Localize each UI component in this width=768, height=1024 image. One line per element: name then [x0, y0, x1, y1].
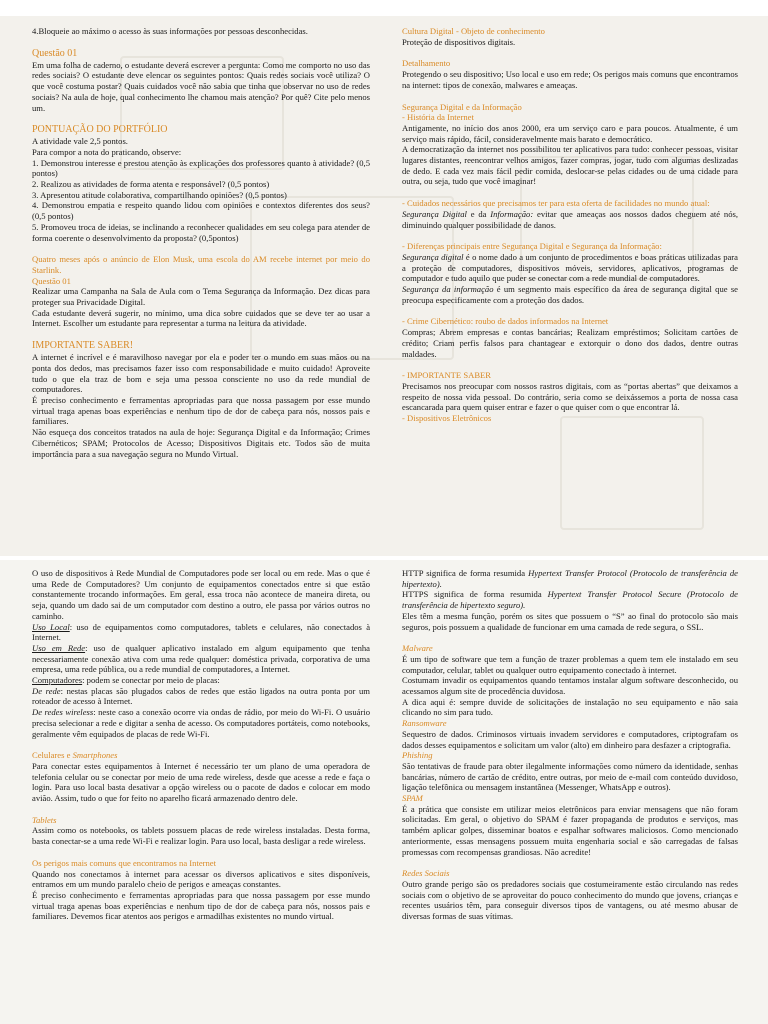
tablets-heading: Tablets: [32, 814, 57, 825]
crime-heading: - Crime Cibernético: roubo de dados informados na Internet: [402, 316, 609, 327]
importante-saber-text: Precisamos nos preocupar com nossos rastros digitais, com as “portas abertas” que deixamos a respeito de nossa vida pessoal. Do contrário, seria como se deixássemos a porta de nossa casa escancarada para quem quiser entrar e fazer o que quiser com o que encontrar lá.: [402, 380, 738, 413]
redes-sociais-heading: Redes Sociais: [402, 868, 450, 879]
importante-saber-heading: - IMPORTANTE SABER: [402, 370, 492, 381]
top-page: [0, 16, 768, 556]
https-explanation: Eles têm a mesma função, porém os sites que possuem o “S” ao final do protocolo são mais seguros, pois possuem a qualidade de funcionar em uma camada de rede segura, o SSL.: [402, 610, 738, 632]
pontuacao-line: 1. Demonstrou interesse e prestou atenção às explicações dos professores quanto à atividade? (0,5 pontos): [32, 157, 370, 179]
malware-paragraph: A dica aqui é: sempre duvide de solicitações de instalação no seu equipamento e não saia clicando no sim para tudo.: [402, 696, 738, 718]
rede-paragraph: O uso de dispositivos à Rede Mundial de Computadores pode ser local ou em rede. Mas o que é uma Rede de Computadores? Um conjunto de equipamentos conectados entre si que estão constantemente trocando informações. Em geral, essa troca não acontece de maneira direta, ou seja, quando um dado sai de um computador com destino a outro, ele passa por vários outros no caminho.: [32, 568, 370, 621]
celulares-heading: Celulares e Smartphones: [32, 750, 118, 761]
malware-paragraph: Costumam invadir os equipamentos quando tentamos instalar algum software desconhecido, ou acessamos algum site de procedência duvidosa.: [402, 675, 738, 697]
computadores-text: Computadores: podem se conectar por meio de placas:: [32, 675, 220, 686]
phishing-text: São tentativas de fraude para obter ilegalmente informações como número da identidade, senhas bancárias, número de cartão de crédito, entre outras, por meio de e-mail com conteúdo duvidoso, ligação telefônica ou mensagem instantânea (Messenger, WhatsApp e outros).: [402, 760, 738, 793]
top-right-column: [402, 26, 738, 424]
pontuacao-line: A atividade vale 2,5 pontos.: [32, 136, 128, 147]
pontuacao-line: 4. Demonstrou empatia e respeito quando lidou com opiniões e contextos diferentes dos seus? (0,5 pontos): [32, 200, 370, 222]
uso-rede-text: Uso em Rede: uso de qualquer aplicativo instalado em algum equipamento que tenha necessariamente conexão ativa com uma rede qualquer: doméstica privada, corporativa de uma empresa, uma rede pública, ou a rede mundial de computadores, a Internet.: [32, 642, 370, 675]
https-text: HTTPS significa de forma resumida Hypertext Transfer Protocol Secure (Protocolo de transferência de hipertexto seguro).: [402, 589, 738, 611]
http-text: HTTP significa de forma resumida Hypertext Transfer Protocol (Protocolo de transferência de hipertexto).: [402, 568, 738, 589]
bottom-right-column: [402, 568, 738, 922]
questao-01-heading: Questão 01: [32, 47, 78, 59]
bloqueie-tip: 4.Bloqueie ao máximo o acesso às suas informações por pessoas desconhecidas.: [32, 26, 308, 36]
ransomware-text: Sequestro de dados. Criminosos virtuais invadem servidores e computadores, criptografam os dados desses equipamentos e solicitam um valor (alto) em dinheiro para desfazer a criptografia.: [402, 728, 738, 750]
detalhamento-heading: Detalhamento: [402, 58, 451, 69]
historia-heading: - História da Internet: [402, 112, 474, 123]
perigos-heading: Os perigos mais comuns que encontramos na Internet: [32, 857, 217, 868]
importante-paragraph: A internet é incrível e é maravilhoso navegar por ela e poder ter o mundo em suas mãos ou na ponta dos dedos, mas precisamos fazer isso com responsabilidade e muito cuidado! Aproveite tudo o que ela traz de bom e seja uma pessoa consciente no uso da rede mundial de computadores.: [32, 352, 370, 395]
bottom-page: [0, 560, 768, 1024]
historia-paragraph: Antigamente, no início dos anos 2000, era um serviço caro e para poucos. Atualmente, é um serviço mais rápido, fácil, consideravelmente mais barato e democrático.: [402, 122, 738, 144]
seguranca-heading: Segurança Digital e da Informação: [402, 101, 522, 112]
wireless-text: De redes wireless: neste caso a conexão ocorre via ondas de rádio, por meio do Wi-Fi. O usuário precisa selecionar a rede e digitar a senha de acesso. Os computadores portáteis, como notebooks, geralmente vêm equipados de placas de rede Wi-Fi.: [32, 707, 371, 739]
importante-paragraph: É preciso conhecimento e ferramentas apropriadas para que nossa passagem por esse mundo virtual traga apenas boas experiências e nenhum tipo de dor de cabeça para nós, nossos pais e familiares.: [32, 394, 370, 427]
pontuacao-line: 5. Promoveu troca de ideias, se inclinando a reconhecer qualidades em seu colega para atender de forma coerente o desenvolvimento da proposta? (0,5pontos): [32, 221, 370, 243]
pontuacao-line: 3. Apresentou atitude colaborativa, compartilhando opiniões? (0,5 pontos): [32, 189, 287, 200]
watermark-frame: [560, 416, 704, 530]
redes-sociais-text: Outro grande perigo são os predadores sociais que costumeiramente estão circulando nas redes sociais com o objetivo de se aproveitar do pouco conhecimento do mundo que jovens, crianças e recentes usuários têm, para conseguir diversos tipos de vantagens, ou até mesmo abusar de diversas formas de suas vítimas.: [402, 878, 738, 922]
celulares-text: Para conectar estes equipamentos à Internet é necessário ter um plano de uma operadora de telefonia celular ou se conectar por meio de uma rede wireless, desde que acesse a rede e faça o login. Para uso local basta desativar a opção wireless ou o pacote de dados e colocar em modo avião. Assim, tudo o que for feito no aparelho ficará armazenado dentro dele.: [32, 760, 370, 804]
uso-local-text: Uso Local: uso de equipamentos como computadores, tablets e celulares, não conectados à Internet.: [32, 621, 371, 643]
perigos-paragraph: Quando nos conectamos à internet para acessar os diversos aplicativos e sites disponíveis, entramos em um mundo paralelo cheio de perigos e ameaças constantes.: [32, 868, 370, 890]
spam-text: É a prática que consiste em utilizar meios eletrônicos para enviar mensagens que não foram solicitadas. Em geral, o objetivo do SPAM é fazer propaganda de produtos e serviços, mas também aplicar golpes, disseminar boatos e espalhar softwares maliciosos. Como mencionado anteriormente, essas mensagens possuem muita engenharia social e são carregadas de falsas promessas com recompensas grandiosas. Não acredite!: [402, 803, 738, 857]
importante-heading: IMPORTANTE SABER!: [32, 340, 134, 352]
spam-heading: SPAM: [402, 793, 423, 804]
questao-01b-heading: Questão 01: [32, 275, 71, 286]
cultura-digital-heading: Cultura Digital - Objeto de conhecimento: [402, 26, 545, 36]
top-left-column: [32, 26, 370, 459]
perigos-paragraph: É preciso conhecimento e ferramentas apropriadas para que nossa passagem por esse mundo virtual traga apenas boas experiências e nenhum tipo de dor de cabeça para nós, nossos pais e familiares. Devemos ficar atentos aos perigos e armadilhas existentes no mundo virtual.: [32, 889, 370, 922]
crime-text: Compras; Abrem empresas e contas bancárias; Realizam empréstimos; Solicitam cartões de crédito; Criam perfis falsos para chantagear e extorquir o dono dos dados, dentre outras maldades.: [402, 327, 738, 359]
phishing-heading: Phishing: [402, 750, 433, 761]
pontuacao-line: 2. Realizou as atividades de forma atenta e responsável? (0,5 pontos): [32, 179, 270, 190]
tablets-text: Assim como os notebooks, os tablets possuem placas de rede wireless instaladas. Desta forma, basta conectar-se a uma rede Wi-Fi e realizar login. Para uso local, basta desligar a rede wireless.: [32, 825, 370, 847]
historia-paragraph: A democratização da internet nos possibilitou ter aplicativos para tudo: conhecer pessoas, visitar lugares distantes, reencontrar velhos amigos, fazer compras, jogar, tudo com algumas deslizadas de dedo. E cada vez mais fácil pedir comida, deslocar-se pelas cidades ou de uma cidade para outra, ou seja, tudo que você imaginar!: [402, 144, 738, 187]
diferencas-text: Segurança digital é o nome dado a um conjunto de procedimentos e boas práticas utilizadas para a proteção de computadores, dispositivos móveis, servidores, aplicativos, programas de computador e tudo aquilo que puder se conectar com a rede mundial de computadores.: [402, 251, 738, 284]
ransomware-heading: Ransomware: [402, 718, 447, 729]
malware-heading: Malware: [402, 643, 433, 654]
malware-paragraph: É um tipo de software que tem a função de trazer problemas a quem tem ele instalado em seu computador, celular, tablet ou qualquer outro equipamento conectado à internet.: [402, 653, 738, 675]
detalhamento-text: Protegendo o seu dispositivo; Uso local e uso em rede; Os perigos mais comuns que encontramos na internet: tipos de conexão, malwares e ameaças.: [402, 69, 738, 90]
cuidados-text: Segurança Digital e da Informação: evitar que ameaças aos nossos dados cheguem até nós, diminuindo qualquer possibilidade de danos.: [402, 208, 738, 230]
diferencas-text: Segurança da informação é um segmento mais específico da área de segurança digital que se preocupa especificamente com a proteção dos dados.: [402, 284, 739, 305]
questao-01b-text: Cada estudante deverá sugerir, no mínimo, uma dica sobre cuidados que se deve ter ao usar a Internet. Escolher um estudante para representar a turma na leitura da atividade.: [32, 307, 370, 329]
protecao-text: Proteção de dispositivos digitais.: [402, 36, 516, 47]
questao-01-text: Em uma folha de caderno, o estudante deverá escrever a pergunta: Como me comporto no uso das redes sociais? O estudante deve elencar os seguintes pontos: Quais redes sociais você utiliza? O que você costuma postar? Quais cuidados você não sabia que tinha que observar no uso de redes sociais? Na aula de hoje, qual conhecimento lhe chamou mais atenção? Por quê? Cite pelo menos um.: [32, 59, 370, 113]
de-rede-text: De rede: nestas placas são plugados cabos de redes que estão ligados na outra ponta por um roteador de acesso à Internet.: [32, 685, 370, 707]
cuidados-heading: - Cuidados necessários que precisamos ter para esta oferta de facilidades no mundo atual:: [402, 198, 710, 209]
pontuacao-line: Para compor a nota do praticando, observe:: [32, 146, 182, 157]
dispositivos-heading: - Dispositivos Eletrônicos: [402, 413, 492, 424]
importante-paragraph: Não esqueça dos conceitos tratados na aula de hoje: Segurança Digital e da Informação; Crimes Cibernéticos; SPAM; Protocolos de Acesso; Dispositivos Digitais etc. Todos são de muita importância para a sua navegação segura no Mundo Virtual.: [32, 427, 370, 459]
questao-01b-text: Realizar uma Campanha na Sala de Aula com o Tema Segurança da Informação. Dez dicas para proteger sua Privacidade Digital.: [32, 286, 370, 308]
starlink-heading: Quatro meses após o anúncio de Elon Musk, uma escola do AM recebe internet por meio do Starlink.: [32, 254, 370, 275]
diferencas-heading: - Diferenças principais entre Segurança Digital e Segurança da Informação:: [402, 241, 662, 252]
bottom-left-column: [32, 568, 370, 922]
pontuacao-heading: PONTUAÇÃO DO PORTFÓLIO: [32, 124, 168, 136]
